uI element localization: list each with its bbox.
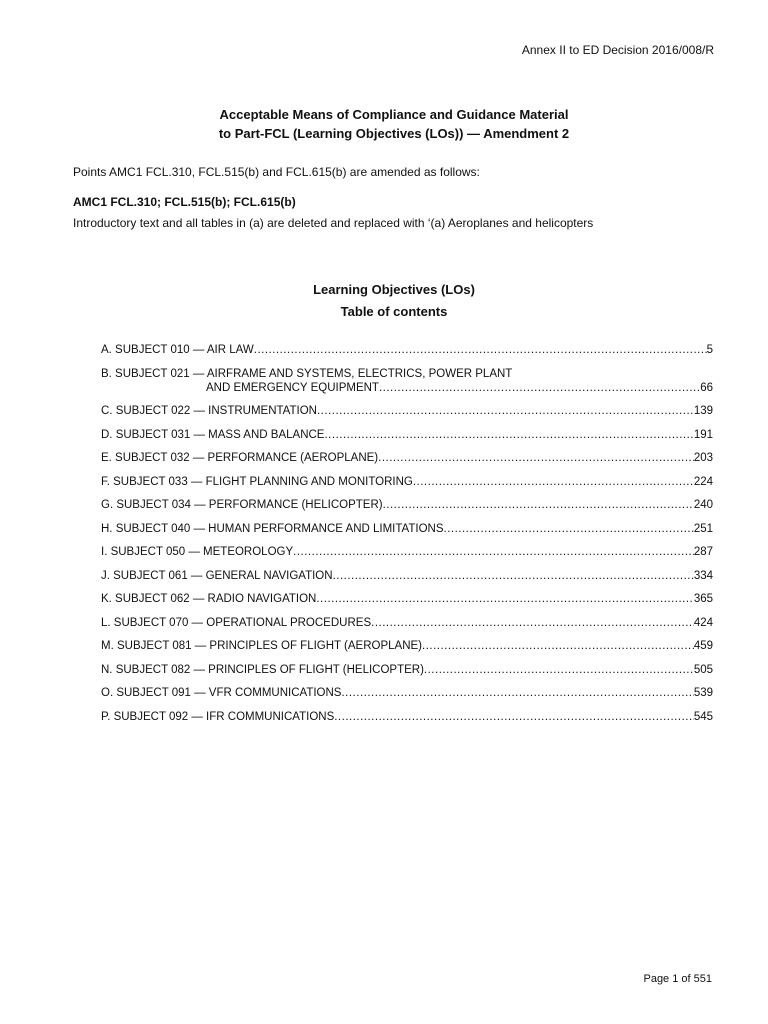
toc-leader-dots <box>333 569 694 583</box>
toc-leader-dots <box>254 343 707 357</box>
toc-leader-dots <box>316 592 693 606</box>
toc-entry-label: F. SUBJECT 033 — FLIGHT PLANNING AND MONITORING <box>101 475 413 488</box>
toc-entry-page: 539 <box>693 687 713 699</box>
toc-leader-dots <box>371 616 694 630</box>
toc-entry-page: 505 <box>693 663 713 676</box>
toc-leader-dots <box>293 545 694 559</box>
toc-entry-070[interactable] <box>101 616 713 630</box>
toc-entry-034[interactable] <box>101 498 713 512</box>
toc-entry-label: J. SUBJECT 061 — GENERAL NAVIGATION <box>101 569 333 582</box>
title-line-1: Acceptable Means of Compliance and Guidance Material <box>219 107 569 122</box>
title-line-2: to Part-FCL (Learning Objectives (LOs)) — Amendment 2 <box>218 126 570 141</box>
toc-entry-031[interactable] <box>101 428 713 442</box>
toc-entry-page: 203 <box>693 452 713 464</box>
toc-entry-page: 191 <box>693 428 713 441</box>
toc-entry-091[interactable] <box>101 686 713 700</box>
toc-entry-label: L. SUBJECT 070 — OPERATIONAL PROCEDURES <box>101 616 372 629</box>
amc-heading: AMC1 FCL.310; FCL.515(b); FCL.615(b) <box>73 195 296 209</box>
toc-title-los: Learning Objectives (LOs) <box>313 282 475 297</box>
toc-entry-label: P. SUBJECT 092 — IFR COMMUNICATIONS <box>101 710 335 723</box>
page-number: Page 1 of 551 <box>643 973 712 985</box>
toc-entry-label-continued: AND EMERGENCY EQUIPMENT <box>206 381 379 394</box>
toc-leader-dots <box>324 428 693 442</box>
toc-entry-page: 334 <box>693 569 713 582</box>
toc-leader-dots <box>341 686 693 700</box>
toc-entry-040[interactable] <box>101 522 713 536</box>
toc-entry-label: B. SUBJECT 021 — AIRFRAME AND SYSTEMS, ELECTRICS, POWER PLANT <box>101 367 513 380</box>
toc-entry-082[interactable] <box>101 663 713 677</box>
toc-entry-page: 251 <box>693 522 713 535</box>
toc-entry-033[interactable] <box>101 475 713 489</box>
toc-entry-022[interactable] <box>101 404 713 418</box>
toc-leader-dots <box>334 710 694 724</box>
toc-leader-dots <box>424 663 694 677</box>
toc-entry-page: 365 <box>693 593 713 605</box>
toc-entry-page: 224 <box>693 475 713 488</box>
toc-entry-label: O. SUBJECT 091 — VFR COMMUNICATIONS <box>101 687 342 699</box>
document-title <box>0 105 768 143</box>
toc-entry-050[interactable] <box>101 545 713 559</box>
toc-entry-081[interactable] <box>101 639 713 653</box>
toc-entry-label: A. SUBJECT 010 — AIR LAW <box>101 344 254 356</box>
toc-entry-page: 139 <box>693 405 713 417</box>
toc-entry-label: K. SUBJECT 062 — RADIO NAVIGATION <box>101 593 317 605</box>
toc-entry-061[interactable] <box>101 569 713 583</box>
toc-entry-page: 66 <box>700 381 713 394</box>
toc-entry-page: 240 <box>693 499 713 511</box>
toc-entry-label: H. SUBJECT 040 — HUMAN PERFORMANCE AND LIMITATIONS <box>101 522 444 535</box>
toc-entry-092[interactable] <box>101 710 713 724</box>
toc-title-contents: Table of contents <box>340 304 448 319</box>
toc-entry-032[interactable] <box>101 451 713 465</box>
toc-entry-label: C. SUBJECT 022 — INSTRUMENTATION <box>101 405 317 417</box>
toc-entry-label: G. SUBJECT 034 — PERFORMANCE (HELICOPTER) <box>101 499 383 511</box>
toc-entry-label: N. SUBJECT 082 — PRINCIPLES OF FLIGHT (HELICOPTER) <box>101 663 424 676</box>
toc-heading <box>0 279 768 323</box>
introductory-text: Introductory text and all tables in (a) are deleted and replaced with ‘(a) Aeroplanes and helicopters <box>73 216 594 230</box>
toc-leader-dots <box>378 451 694 465</box>
table-of-contents <box>101 343 713 733</box>
toc-leader-dots <box>413 475 694 489</box>
toc-leader-dots <box>422 639 694 653</box>
toc-entry-page: 459 <box>693 640 713 652</box>
toc-entry-label: E. SUBJECT 032 — PERFORMANCE (AEROPLANE) <box>101 452 379 464</box>
toc-entry-page: 287 <box>693 546 713 558</box>
toc-leader-dots <box>317 404 694 418</box>
amendment-points-text: Points AMC1 FCL.310, FCL.515(b) and FCL.615(b) are amended as follows: <box>73 165 480 179</box>
toc-entry-page: 545 <box>693 710 713 723</box>
toc-entry-label: I. SUBJECT 050 — METEOROLOGY <box>101 546 294 558</box>
toc-entry-label: M. SUBJECT 081 — PRINCIPLES OF FLIGHT (AEROPLANE) <box>101 640 423 652</box>
toc-leader-dots <box>379 381 700 395</box>
toc-entry-page: 5 <box>706 344 713 356</box>
toc-leader-dots <box>383 498 694 512</box>
toc-entry-label: D. SUBJECT 031 — MASS AND BALANCE <box>101 428 325 441</box>
toc-entry-010[interactable] <box>101 343 713 357</box>
toc-leader-dots <box>444 522 694 536</box>
toc-entry-062[interactable] <box>101 592 713 606</box>
toc-entry-021[interactable] <box>101 367 713 395</box>
document-reference: Annex II to ED Decision 2016/008/R <box>521 43 714 57</box>
toc-entry-page: 424 <box>693 616 713 629</box>
